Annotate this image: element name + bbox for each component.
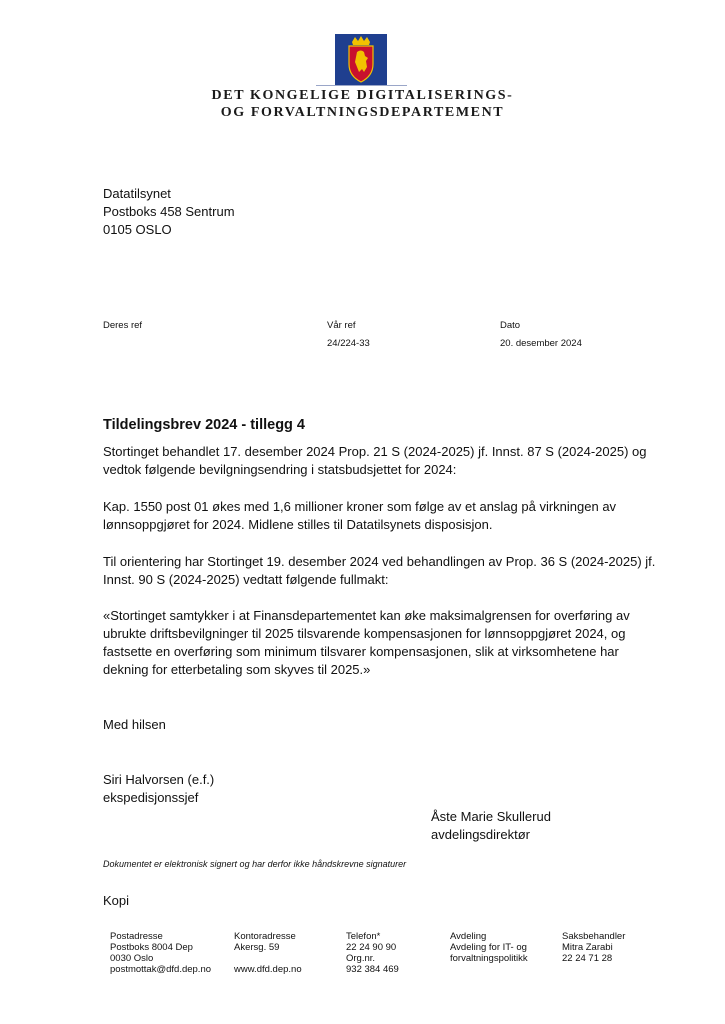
department-name-line2: OG FORVALTNINGSDEPARTEMENT xyxy=(220,105,505,120)
kopi-heading: Kopi xyxy=(103,893,130,908)
footer-kontoradresse xyxy=(234,931,302,975)
coat-of-arms-logo xyxy=(335,34,387,86)
dato-label: Dato xyxy=(500,320,521,331)
var-ref-value: 24/224-33 xyxy=(327,338,370,349)
footer-saksbehandler xyxy=(562,931,625,964)
paragraph-3: Til orientering har Stortinget 19. desember 2024 ved behandlingen av Prop. 36 S (2024-2025) jf. Innst. 90 S (2024-2025) vedtatt følgende fullmakt: xyxy=(103,554,656,587)
deres-ref-label: Deres ref xyxy=(103,320,143,331)
footer-value: Org.nr. xyxy=(346,953,376,964)
signer-2-name: Åste Marie Skullerud xyxy=(431,809,551,824)
footer-value: Mitra Zarabi xyxy=(562,942,613,953)
footer-label: Avdeling xyxy=(450,931,487,942)
footer-value: 932 384 469 xyxy=(346,964,399,975)
var-ref-label: Vår ref xyxy=(327,320,356,331)
paragraph-2: Kap. 1550 post 01 økes med 1,6 millioner kroner som følge av et anslag på virkningen av lønnsoppgjøret for 2024. Midlene stilles til Datatilsynets disposisjon. xyxy=(103,499,617,532)
department-name-line1: DET KONGELIGE DIGITALISERINGS- xyxy=(211,88,514,103)
footer-website: www.dfd.dep.no xyxy=(234,964,302,975)
footer-label: Saksbehandler xyxy=(562,931,626,942)
footer-value: Postboks 8004 Dep xyxy=(110,942,193,953)
greeting: Med hilsen xyxy=(103,717,166,732)
footer-value: 22 24 90 90 xyxy=(346,942,397,953)
letter-title: Tildelingsbrev 2024 - tillegg 4 xyxy=(103,417,305,433)
footer-postadresse xyxy=(110,931,211,975)
recipient-name: Datatilsynet xyxy=(103,186,171,201)
footer-value: forvaltningspolitikk xyxy=(450,953,528,964)
footer-value xyxy=(234,953,302,964)
paragraph-4-quote: «Stortinget samtykker i at Finansdepartementet kan øke maksimalgrensen for overføring av ubrukte driftsbevilgninger til 2025 tilsvarende kompensasjonen for lønnsoppgjøret 2024, og fastsette en overføring som minimum tilsvarer kompensasjonen, slik at virksomhetene har dekning for etterbetaling som skyves til 2025.» xyxy=(103,608,630,677)
footer-label: Telefon* xyxy=(346,931,381,942)
signature-note: Dokumentet er elektronisk signert og har derfor ikke håndskrevne signaturer xyxy=(103,859,407,869)
dato-value: 20. desember 2024 xyxy=(500,338,582,349)
footer-value: 22 24 71 28 xyxy=(562,953,613,964)
footer-telefon xyxy=(346,931,399,975)
recipient-street: Postboks 458 Sentrum xyxy=(103,204,235,219)
footer-avdeling xyxy=(450,931,528,964)
recipient-city: 0105 OSLO xyxy=(103,222,172,237)
signer-1-title: ekspedisjonssjef xyxy=(103,790,199,805)
signer-1-name: Siri Halvorsen (e.f.) xyxy=(103,772,215,787)
footer-value: Avdeling for IT- og xyxy=(450,942,527,953)
footer-value: Akersg. 59 xyxy=(234,942,280,953)
paragraph-1: Stortinget behandlet 17. desember 2024 Prop. 21 S (2024-2025) jf. Innst. 87 S (2024-2025) og vedtok følgende bevilgningsendring i statsbudsjettet for 2024: xyxy=(103,444,647,477)
footer-email: postmottak@dfd.dep.no xyxy=(110,964,212,975)
footer-label: Kontoradresse xyxy=(234,931,296,942)
footer-value: 0030 Oslo xyxy=(110,953,154,964)
signer-2-title: avdelingsdirektør xyxy=(431,827,530,842)
footer-label: Postadresse xyxy=(110,931,163,942)
crest-rule xyxy=(316,85,407,86)
